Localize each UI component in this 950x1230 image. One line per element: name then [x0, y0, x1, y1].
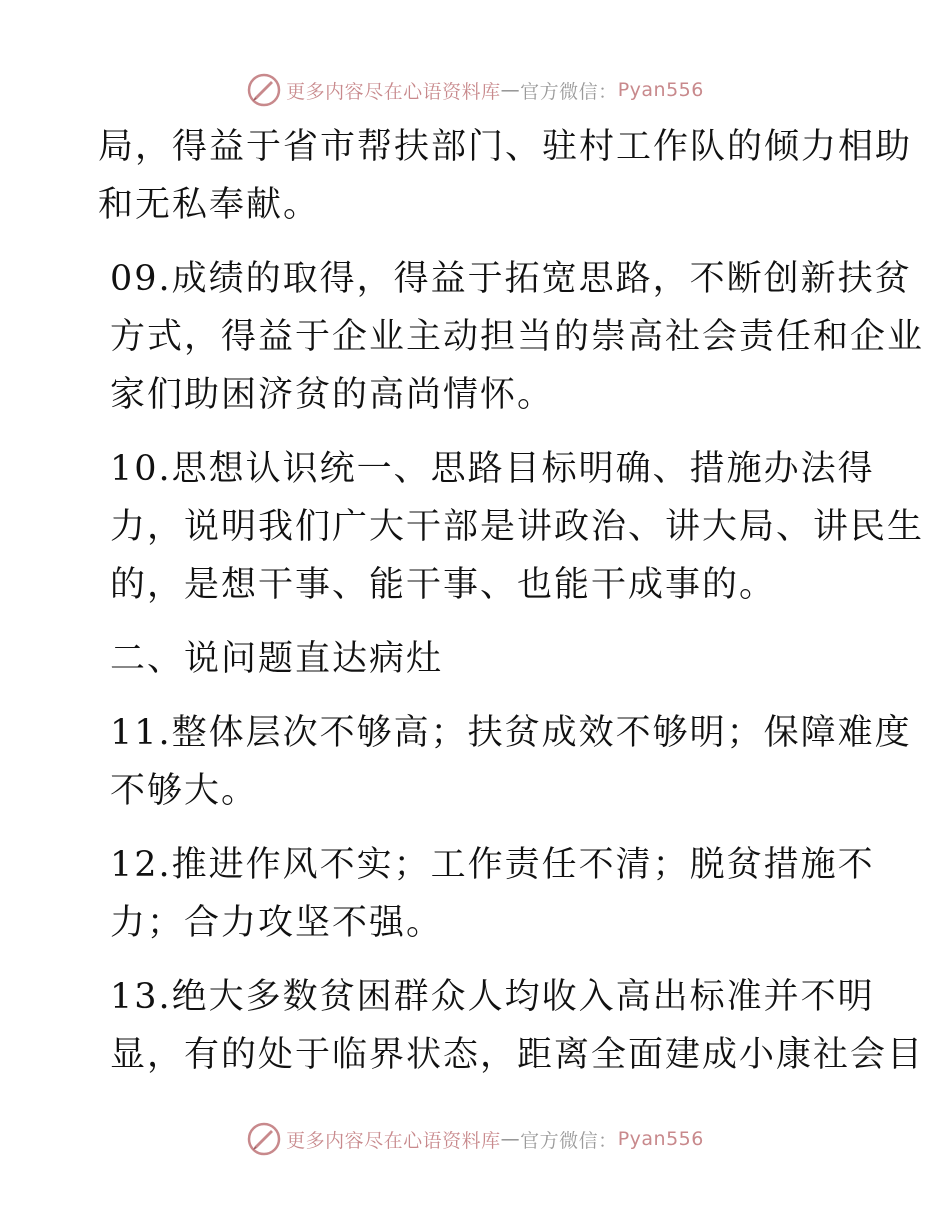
- text-line: 方式，得益于企业主动担当的崇高社会责任和企业: [110, 317, 925, 357]
- text-line: 13.绝大多数贫困群众人均收入高出标准并不明: [110, 977, 875, 1017]
- text-line: 11.整体层次不够高；扶贫成效不够明；保障难度: [110, 713, 912, 753]
- watermark-wechat-id: Pyan556: [617, 1128, 704, 1150]
- text-line: 力；合力攻坚不强。: [110, 903, 444, 943]
- watermark-site-text: 更多内容尽在心语资料库: [286, 80, 501, 103]
- text-line: 不够大。: [110, 771, 259, 811]
- footer-watermark: [0, 1119, 950, 1159]
- paragraph-12: [98, 836, 875, 952]
- text-line: 家们助困济贫的高尚情怀。: [110, 375, 555, 415]
- quill-logo-icon: [246, 72, 282, 108]
- text-line: 显，有的处于临界状态，距离全面建成小康社会目: [110, 1035, 925, 1075]
- text-line: 力，说明我们广大干部是讲政治、讲大局、讲民生: [110, 507, 925, 547]
- document-body: [98, 118, 925, 1100]
- paragraph-13: [98, 968, 925, 1084]
- paragraph-11: [98, 704, 912, 820]
- watermark-wechat-label: 官方微信：: [520, 1129, 618, 1152]
- watermark-wechat-label: 官方微信：: [520, 80, 618, 103]
- watermark-separator: —: [500, 1128, 521, 1150]
- watermark-wechat-id: Pyan556: [617, 79, 704, 101]
- text-line: 的，是想干事、能干事、也能干成事的。: [110, 565, 777, 605]
- paragraph-09: [98, 250, 925, 424]
- text-line: 二、说问题直达病灶: [110, 639, 444, 679]
- header-watermark: [0, 70, 950, 110]
- text-line: 10.思想认识统一、思路目标明确、措施办法得: [110, 449, 875, 489]
- watermark-separator: —: [500, 79, 521, 101]
- paragraph-continuation: [98, 118, 913, 234]
- text-line: 局，得益于省市帮扶部门、驻村工作队的倾力相助: [98, 127, 913, 167]
- text-line: 和无私奉献。: [98, 185, 321, 225]
- text-line: 12.推进作风不实；工作责任不清；脱贫措施不: [110, 845, 875, 885]
- paragraph-10: [98, 440, 925, 614]
- section-heading: [98, 630, 858, 688]
- text-line: 09.成绩的取得，得益于拓宽思路，不断创新扶贫: [110, 259, 912, 299]
- quill-logo-icon: [246, 1121, 282, 1157]
- watermark-site-text: 更多内容尽在心语资料库: [286, 1129, 501, 1152]
